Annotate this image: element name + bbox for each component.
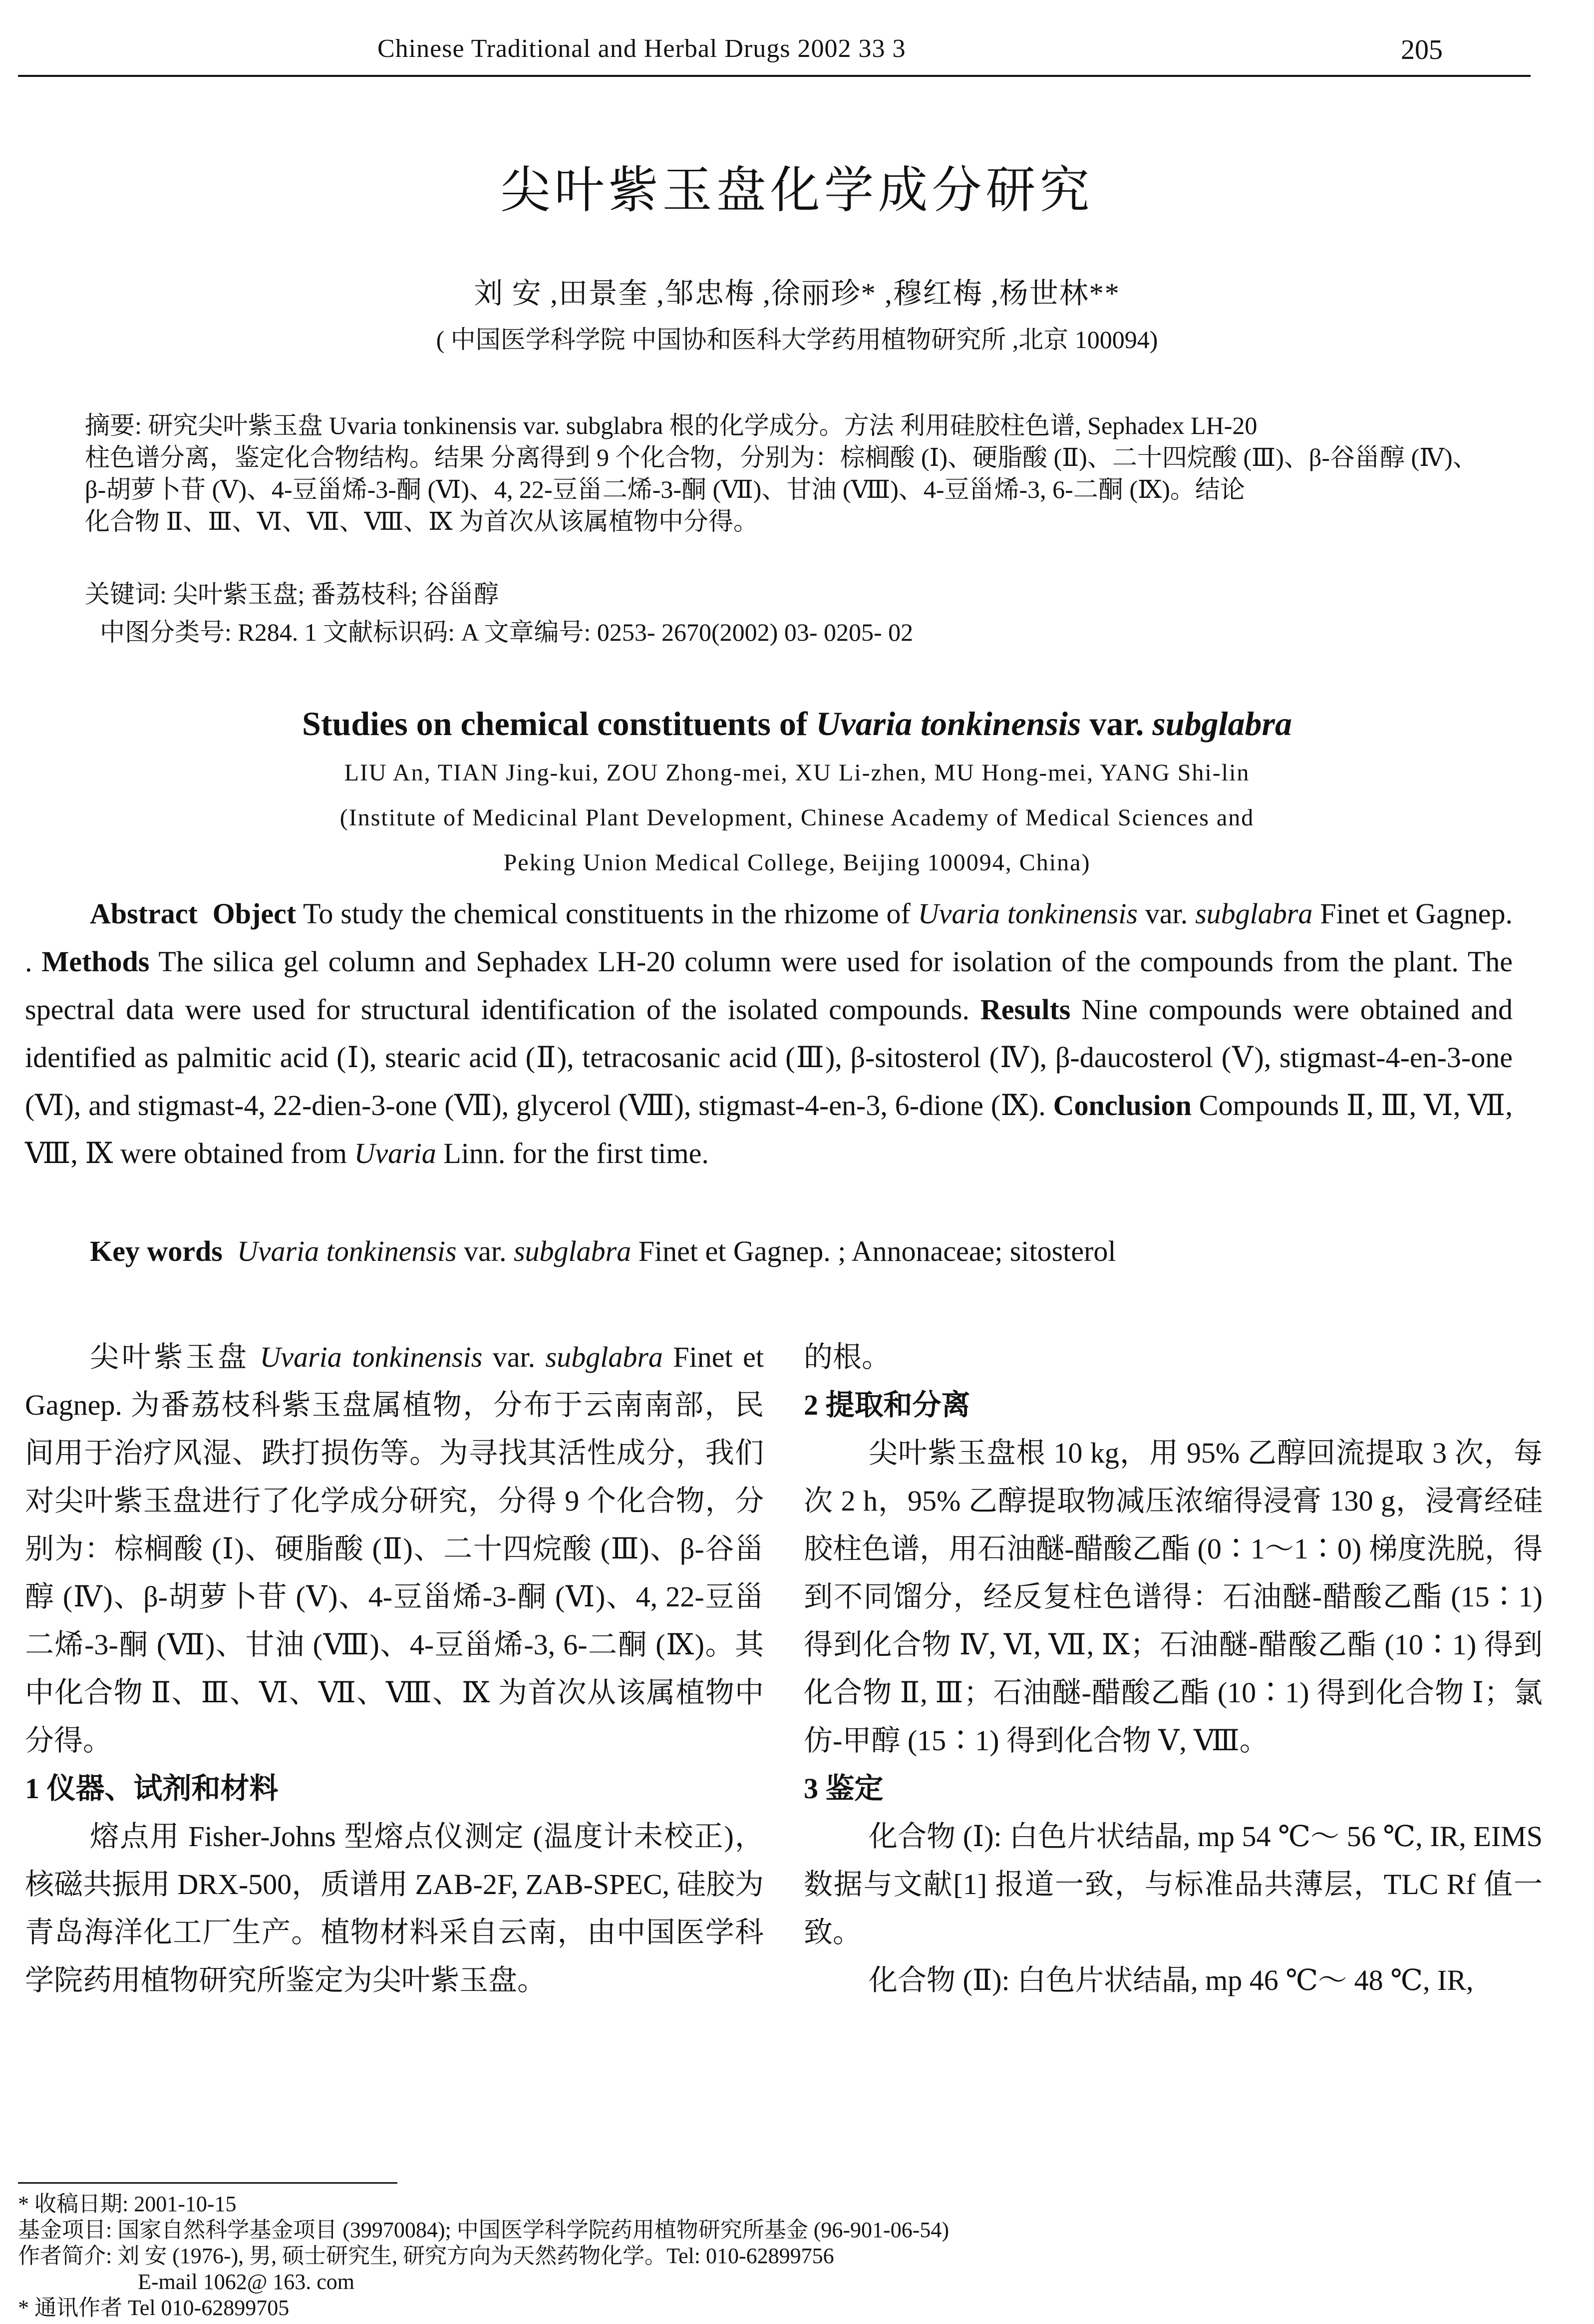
chinese-keywords: 关键词: 尖叶紫玉盘; 番荔枝科; 谷甾醇 xyxy=(85,580,499,608)
section-heading: 1 仪器、试剂和材料 xyxy=(25,1772,279,1805)
intro-paragraph xyxy=(25,1333,764,1765)
footnotes xyxy=(18,2191,1516,2321)
title-species: Uvaria tonkinensis xyxy=(816,705,1081,743)
running-header xyxy=(18,29,1531,79)
methods-label: Methods xyxy=(41,945,150,978)
english-affiliation-line2: Peking Union Medical College, Beijing 100094, China) xyxy=(503,849,1091,876)
continued-paragraph: 的根。 xyxy=(804,1341,891,1373)
english-title xyxy=(0,704,1594,744)
results-label: Results xyxy=(980,993,1071,1026)
abstract-label: Abstract xyxy=(90,897,198,930)
chinese-abstract-line: 化合物 Ⅱ、Ⅲ、Ⅵ、Ⅶ、Ⅷ、Ⅸ 为首次从该属植物中分得。 xyxy=(85,507,759,535)
chinese-affiliation: ( 中国医学科学院 中国协和医科大学药用植物研究所 ,北京 100094) xyxy=(436,326,1158,354)
conclusion-tail: Linn. for the first time. xyxy=(436,1137,709,1169)
extraction-paragraph: 尖叶紫玉盘根 10 kg，用 95% 乙醇回流提取 3 次，每次 2 h，95% 乙醇提取物减压浓缩得浸膏 130 g，浸膏经硅胶柱色谱，用石油醚-醋酸乙酯 (0∶1～1∶0) 梯度洗脱，得到不同馏分，经反复柱色谱得：石油醚-醋酸乙酯 (15∶1) 得到化合物 Ⅳ, Ⅵ, Ⅶ, Ⅸ；石油醚-醋酸乙酯 (10∶1) 得到化合物 Ⅱ, Ⅲ；石油醚-醋酸乙酯 (10∶1) 得到化合物 Ⅰ；氯仿-甲醇 (15∶1) 得到化合物 Ⅴ, Ⅷ。 xyxy=(804,1437,1543,1757)
intro-text: Finet et Gagnep. 为番荔枝科紫玉盘属植物，分布于云南南部，民间用于治疗风湿、跌打损伤等。为寻找其活性成分，我们对尖叶紫玉盘进行了化学成分研究，分得 9 个化合物，分别为：棕榈酸 (Ⅰ)、硬脂酸 (Ⅱ)、二十四烷酸 (Ⅲ)、β-谷甾醇 (Ⅳ)、β-胡萝卜苷 (Ⅴ)、4-豆甾烯-3-酮 (Ⅵ)、4, 22-豆甾二烯-3-酮 (Ⅶ)、甘油 (Ⅷ)、4-豆甾烯-3, 6-二酮 (Ⅸ)。其中化合物 Ⅱ、Ⅲ、Ⅵ、Ⅶ、Ⅷ、Ⅸ 为首次从该属植物中分得。 xyxy=(25,1341,764,1757)
chinese-authors: 刘 安 ,田景奎 ,邹忠梅 ,徐丽珍* ,穆红梅 ,杨世林** xyxy=(474,277,1120,310)
section-heading: 2 提取和分离 xyxy=(804,1389,970,1421)
chinese-title: 尖叶紫玉盘化学成分研究 xyxy=(500,163,1094,218)
chinese-abstract-line: 摘要: 研究尖叶紫玉盘 Uvaria tonkinensis var. subglabra 根的化学成分。方法 利用硅胶柱色谱, Sephadex LH-20 xyxy=(85,411,1258,439)
english-keywords xyxy=(90,1234,1513,1268)
title-var: var. xyxy=(1081,705,1153,743)
chinese-classification: 中图分类号: R284. 1 文献标识码: A 文章编号: 0253- 2670(2002) 03- 0205- 02 xyxy=(100,618,914,646)
chinese-abstract-line: β-胡萝卜苷 (Ⅴ)、4-豆甾烯-3-酮 (Ⅵ)、4, 22-豆甾二烯-3-酮 (Ⅶ)、甘油 (Ⅷ)、4-豆甾烯-3, 6-二酮 (Ⅸ)。结论 xyxy=(85,475,1245,503)
left-column xyxy=(25,1333,764,2004)
chinese-abstract-line: 柱色谱分离，鉴定化合物结构。结果 分离得到 9 个化合物，分别为：棕榈酸 (Ⅰ)、硬脂酸 (Ⅱ)、二十四烷酸 (Ⅲ)、β-谷甾醇 (Ⅳ)、 xyxy=(85,443,1478,471)
intro-subglabra: subglabra xyxy=(545,1341,663,1373)
keywords-tail: Finet et Gagnep. ; Annonaceae; sitosterol xyxy=(631,1235,1116,1267)
header-rule xyxy=(18,75,1531,77)
identification-paragraph: 化合物 (Ⅰ): 白色片状结晶, mp 54 ℃～ 56 ℃, IR, EIMS 数据与文献[1] 报道一致，与标准品共薄层，TLC Rf 值一致。 xyxy=(804,1820,1543,1948)
chinese-abstract xyxy=(85,409,1483,537)
intro-species: Uvaria tonkinensis xyxy=(260,1341,483,1373)
english-abstract xyxy=(25,890,1513,1177)
keywords-species: Uvaria tonkinensis xyxy=(237,1235,457,1267)
conclusion-text: Compounds Ⅱ, Ⅲ, Ⅵ, Ⅶ, Ⅷ, Ⅸ were obtained from xyxy=(25,1089,1513,1169)
footnote-corresponding: * 通讯作者 Tel 010-62899705 xyxy=(18,2296,290,2320)
title-subglabra: subglabra xyxy=(1152,705,1292,743)
footnote-rule xyxy=(18,2182,397,2184)
section-heading: 3 鉴定 xyxy=(804,1772,884,1805)
footnote-received: * 收稿日期: 2001-10-15 xyxy=(18,2192,237,2216)
object-label: Object xyxy=(212,897,297,930)
abstract-species: Uvaria tonkinensis xyxy=(918,897,1138,930)
intro-var: var. xyxy=(482,1341,546,1373)
object-text: To study the chemical constituents in the rhizome of xyxy=(296,897,918,930)
keywords-subglabra: subglabra xyxy=(513,1235,632,1267)
title-prefix: Studies on chemical constituents of xyxy=(302,705,816,743)
keywords-label: Key words xyxy=(90,1235,223,1267)
footnote-fund: 基金项目: 国家自然科学基金项目 (39970084); 中国医学科学院药用植物研究所基金 (96-901-06-54) xyxy=(18,2218,950,2242)
conclusion-genus: Uvaria xyxy=(354,1137,436,1169)
abstract-var: var. xyxy=(1137,897,1196,930)
english-authors: LIU An, TIAN Jing-kui, ZOU Zhong-mei, XU Li-zhen, MU Hong-mei, YANG Shi-lin xyxy=(344,760,1250,786)
footnote-author: 作者简介: 刘 安 (1976-), 男, 硕士研究生, 研究方向为天然药物化学。Tel: 010-62899756 xyxy=(18,2244,834,2268)
english-affiliation-line1: (Institute of Medicinal Plant Development, Chinese Academy of Medical Sciences and xyxy=(339,804,1255,831)
instruments-paragraph: 熔点用 Fisher-Johns 型熔点仪测定 (温度计未校正)，核磁共振用 DRX-500，质谱用 ZAB-2F, ZAB-SPEC, 硅胶为青岛海洋化工厂生产。植物材料采自云南，由中国医学科学院药用植物研究所鉴定为尖叶紫玉盘。 xyxy=(25,1820,764,1996)
journal-name: Chinese Traditional and Herbal Drugs 2002 33 3 xyxy=(377,34,906,63)
results-text: Nine compounds were obtained and identified as palmitic acid (Ⅰ), stearic acid (Ⅱ), tetracosanic acid (Ⅲ), β-sitosterol (Ⅳ), β-daucosterol (Ⅴ), stigmast-4-en-3-one (Ⅵ), and stigmast-4, 22-dien-3-one (Ⅶ), glycerol (Ⅷ), stigmast-4-en-3, 6-dione (Ⅸ). xyxy=(25,993,1513,1122)
abstract-subglabra: subglabra xyxy=(1195,897,1313,930)
conclusion-label: Conclusion xyxy=(1053,1089,1192,1122)
right-column xyxy=(804,1333,1543,2004)
intro-lead: 尖叶紫玉盘 xyxy=(90,1341,260,1373)
identification-paragraph: 化合物 (Ⅱ): 白色片状结晶, mp 46 ℃～ 48 ℃, IR, xyxy=(869,1964,1474,1996)
footnote-email: E-mail 1062@ 163. com xyxy=(138,2270,355,2294)
object-tail: Finet et Gagnep. . xyxy=(25,897,1513,978)
keywords-var: var. xyxy=(456,1235,514,1267)
page-number: 205 xyxy=(1401,34,1443,65)
methods-text: The silica gel column and Sephadex LH-20 column were used for isolation of the compounds from the plant. The spectral data were used for structural identification of the isolated compounds. xyxy=(25,945,1513,1026)
